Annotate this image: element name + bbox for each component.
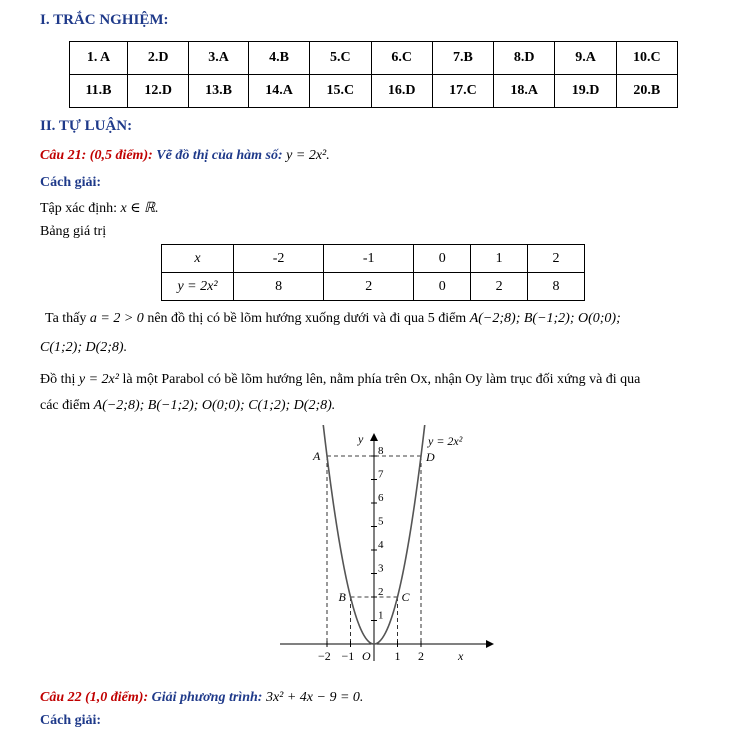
y-tick-label: 6 [378, 492, 384, 504]
answer-cell: 3.A [189, 42, 249, 75]
domain-line [40, 200, 159, 217]
question-21 [40, 148, 330, 164]
value-cell: 2 [471, 273, 528, 301]
value-cell: 0 [414, 245, 471, 273]
x-tick-label: 2 [418, 649, 424, 663]
value-cell: -2 [234, 245, 324, 273]
answer-cell: 8.D [494, 42, 555, 75]
y-axis-label: y [358, 432, 364, 446]
value-table-header-x: x [162, 245, 234, 273]
paragraph-text: là một Parabol có bề lõm hướng lên, nằm phía trên Ox, nhận Oy làm trục đối xứng và đi qua [122, 372, 641, 387]
answer-cell: 20.B [616, 75, 677, 108]
answer-cell: 2.D [127, 42, 188, 75]
paragraph-1-line-2: C(1;2); D(2;8). [40, 340, 128, 355]
function-label: y = 2x² [428, 434, 463, 448]
answer-cell: 6.C [371, 42, 432, 75]
y-tick-label: 7 [378, 468, 384, 481]
value-table-label: Bảng giá trị [40, 224, 107, 239]
value-cell: 8 [234, 273, 324, 301]
y-tick-label: 4 [378, 539, 384, 551]
paragraph-formula: A(−2;8); B(−1;2); O(0;0); [469, 311, 621, 326]
origin-label: O [362, 649, 371, 663]
answer-cell: 18.A [494, 75, 555, 108]
x-tick-label: 1 [394, 649, 401, 663]
paragraph-formula: a = 2 > 0 [89, 311, 144, 326]
answer-cell: 11.B [70, 75, 128, 108]
answer-cell: 1. A [70, 42, 128, 75]
value-cell: 8 [528, 273, 585, 301]
answer-cell: 12.D [127, 75, 188, 108]
question-21-formula: y = 2x². [286, 148, 330, 163]
y-tick-label: 8 [378, 445, 384, 457]
paragraph-formula: A(−2;8); B(−1;2); O(0;0); C(1;2); D(2;8). [93, 398, 336, 413]
answer-cell: 13.B [189, 75, 249, 108]
answer-cell: 15.C [310, 75, 371, 108]
section-title-essay: II. TỰ LUẬN: [40, 118, 133, 134]
answer-row [70, 42, 678, 75]
question-21-prompt: Vẽ đồ thị của hàm số: [156, 148, 283, 163]
point-label-d: D [426, 450, 435, 464]
x-axis-label: x [458, 649, 464, 663]
answer-cell: 5.C [310, 42, 371, 75]
answer-cell: 16.D [371, 75, 432, 108]
parabola-graph [270, 425, 500, 665]
answer-cell: 9.A [555, 42, 616, 75]
paragraph-2-line-2 [40, 398, 335, 414]
point-label-c: C [401, 590, 410, 604]
question-22-label: Câu 22 (1,0 điểm): [40, 690, 149, 705]
point-label-a: A [313, 449, 321, 463]
answer-cell: 4.B [248, 42, 309, 75]
y-tick-label: 5 [378, 515, 384, 528]
solution-label-2: Cách giải: [40, 713, 102, 728]
question-22-prompt: Giải phương trình: [151, 690, 263, 705]
y-tick-label: 1 [378, 609, 384, 622]
paragraph-text: Ta thấy [45, 311, 87, 326]
value-cell: 2 [528, 245, 585, 273]
x-tick-label: −2 [318, 649, 331, 663]
answer-cell: 17.C [432, 75, 493, 108]
value-cell: 1 [471, 245, 528, 273]
y-tick-label: 3 [378, 562, 384, 575]
value-table-row-x [162, 245, 585, 273]
section-title-multiple-choice: I. TRẮC NGHIỆM: [40, 12, 169, 28]
value-table-row-y [162, 273, 585, 301]
value-cell: 2 [324, 273, 414, 301]
question-22-formula: 3x² + 4x − 9 = 0. [265, 690, 364, 705]
domain-text: Tập xác định: [40, 201, 117, 216]
answer-table [69, 41, 678, 108]
solution-label: Cách giải: [40, 175, 102, 190]
paragraph-text: nên đồ thị có bề lõm hướng xuống dưới và đi qua 5 điểm [147, 311, 467, 326]
answer-cell: 7.B [432, 42, 493, 75]
value-cell: 0 [414, 273, 471, 301]
answer-cell: 14.A [248, 75, 309, 108]
paragraph-1-line-1 [45, 311, 621, 327]
answer-cell: 10.C [616, 42, 677, 75]
axis-ticks [318, 445, 424, 663]
x-tick-label: −1 [341, 649, 355, 663]
value-table-header-y: y = 2x² [162, 273, 234, 301]
answer-cell: 19.D [555, 75, 616, 108]
point-label-b: B [338, 590, 346, 604]
value-cell: -1 [324, 245, 414, 273]
value-table [161, 244, 585, 301]
question-21-label: Câu 21: (0,5 điểm): [40, 148, 153, 163]
domain-formula: x ∈ ℝ. [120, 201, 159, 216]
question-22 [40, 690, 363, 706]
paragraph-formula: y = 2x² [78, 372, 119, 387]
y-tick-label: 2 [378, 586, 384, 598]
paragraph-text: các điểm [40, 398, 91, 413]
answer-row [70, 75, 678, 108]
paragraph-text: Đồ thị [40, 372, 76, 387]
paragraph-2-line-1 [40, 372, 640, 388]
